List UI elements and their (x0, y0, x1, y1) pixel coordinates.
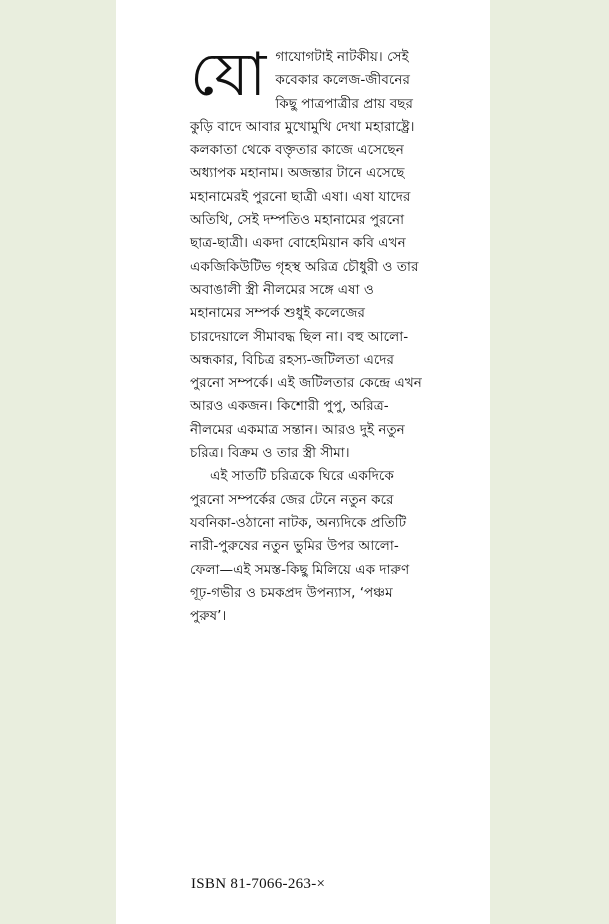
isbn-number: ISBN 81-7066-263-× (191, 876, 326, 892)
blurb-paragraph-1 (190, 40, 426, 465)
blurb-text (190, 40, 426, 628)
drop-cap: যো (190, 40, 268, 110)
blurb-paragraph-2: এই সাতটি চরিত্রকে ঘিরে একদিকে পুরনো সম্পর্কের জের টেনে নতুন করে যবনিকা-ওঠানো নাটক, অন্যদিকে প্রতিটি নারী-পুরুষের নতুন ভুমির উপর আলো-ফেলা—এই সমস্ত-কিছু মিলিয়ে এক দারুণ গূঢ়-গভীর ও চমকপ্রদ উপন্যাস, ‘পঞ্চম পুরুষ’। (190, 468, 410, 625)
paragraph-1-text: গাযোগটাই নাটকীয়। সেই কবেকার কলেজ-জীবনের কিছু পাত্রপাত্রীর প্রায় বছর কুড়ি বাদে আবার মুখোমুখি দেখা মহারাষ্ট্রে। কলকাতা থেকে বক্তৃতার কাজে এসেছেন অধ্যাপক মহানাম। অজন্তার টানে এসেছে মহানামেরই পুরনো ছাত্রী এষা। এষা যাদের অতিথি, সেই দম্পতিও মহানামের পুরনো ছাত্র-ছাত্রী। একদা বোহেমিয়ান কবি এখন একজিকিউটিভ গৃহস্থ অরিত্র চৌধুরী ও তার অবাঙালী স্ত্রী নীলমের সঙ্গে এষা ও মহানামের সম্পর্ক শুধুই কলেজের চারদেয়ালে সীমাবদ্ধ ছিল না। বহু আলো-অন্ধকার, বিচিত্র রহস্য-জটিলতা এদের পুরনো সম্পর্কে। এই জটিলতার কেন্দ্রে এখন আরও একজন। কিশোরী পুপু, অরিত্র-নীলমের একমাত্র সন্তান। আরও দুই নতুন চরিত্র। বিক্রম ও তার স্ত্রী সীমা। (190, 49, 422, 462)
left-margin-strip (0, 0, 116, 924)
right-margin-strip (490, 0, 609, 924)
